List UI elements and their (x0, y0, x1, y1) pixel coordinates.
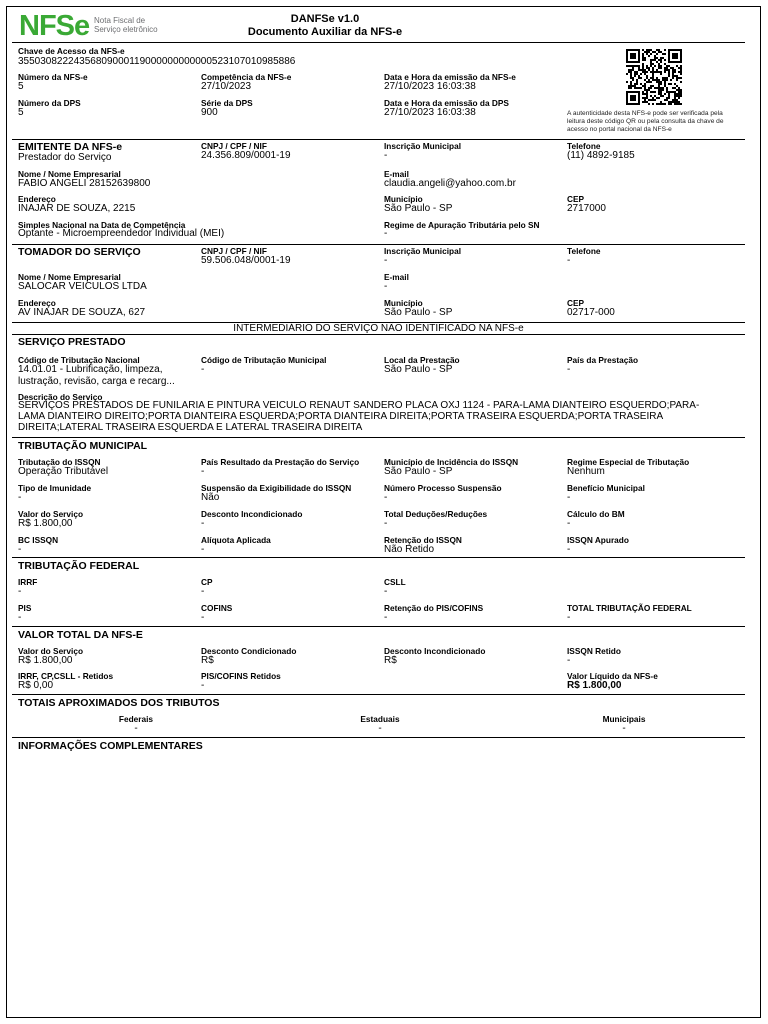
tomador-nome-value: SALOCAR VEICULOS LTDA (18, 281, 147, 292)
qr-note: A autenticidade desta NFS-e pode ser verificada pela leitura deste código QR ou pela consulta da chave de acesso no portal nacional da NFS-e (567, 110, 724, 133)
tomador-endereco-label: Endereço (18, 298, 56, 308)
beneficio-municipal-label: Benefício Municipal (567, 483, 645, 493)
totais-federais-label: Federais (118, 714, 154, 724)
emitente-cep-value: 2717000 (567, 203, 606, 214)
pais-prestacao-label: País da Prestação (567, 355, 639, 365)
emitente-email-label: E-mail (384, 169, 409, 179)
divider (12, 139, 745, 140)
regime-apuracao-label: Regime de Apuração Tributária pelo SN (384, 220, 540, 230)
nfse-logo-graphic (18, 8, 178, 42)
emissao-nfse-label: Data e Hora da emissão da NFS-e (384, 72, 516, 82)
tomador-cnpj-value: 59.506.048/0001-19 (201, 255, 291, 266)
emitente-nome-value: FABIO ANGELI 28152639800 (18, 178, 151, 189)
totais-federais-value: - (134, 723, 138, 734)
valor-servico-label: Valor do Serviço (18, 509, 84, 519)
issqn-retido-value: - (567, 655, 571, 666)
total-federal-label: TOTAL TRIBUTAÇÃO FEDERAL (567, 603, 692, 613)
chave-value: 35503082224356809000119000000000000523107010985886 (18, 56, 296, 67)
valor-servico-value: R$ 1.800,00 (18, 518, 73, 529)
beneficio-municipal-value: - (567, 492, 571, 503)
tomador-cep-label: CEP (567, 298, 585, 308)
simples-nacional-label: Simples Nacional na Data de Competência (18, 220, 186, 230)
serie-dps-value: 900 (201, 107, 218, 118)
emitente-role: Prestador do Serviço (18, 152, 112, 163)
irrf-value: - (18, 586, 22, 597)
totais-municipais-value: - (622, 723, 626, 734)
nfse-logo (18, 8, 178, 42)
qr-code-graphic (626, 49, 682, 105)
ctn-value-line1: 14.01.01 - Lubrificação, limpeza, (18, 364, 163, 375)
vt-valor-servico-value: R$ 1.800,00 (18, 655, 73, 666)
ctn-value-line2: lustração, revisão, carga e recarg... (18, 376, 175, 387)
ctm-label: Código de Tributação Municipal (201, 355, 327, 365)
issqn-apurado-value: - (567, 544, 571, 555)
tomador-endereco-value: AV INAJAR DE SOUZA, 627 (18, 307, 146, 318)
totais-estaduais-label: Estaduais (360, 714, 400, 724)
csll-label: CSLL (384, 577, 406, 587)
logo-subtitle-1: Nota Fiscal de (94, 16, 146, 25)
pis-cofins-retidos-label: PIS/COFINS Retidos (201, 671, 281, 681)
divider (12, 737, 745, 738)
ctm-value: - (201, 364, 205, 375)
vt-desconto-incondicionado-value: R$ (384, 655, 397, 666)
retencao-issqn-label: Retenção do ISSQN (384, 535, 462, 545)
irrf-cp-csll-retidos-label: IRRF, CP,CSLL - Retidos (18, 671, 114, 681)
cofins-value: - (201, 612, 205, 623)
trib-federal-section-title: TRIBUTAÇÃO FEDERAL (18, 560, 140, 572)
totais-estaduais-value: - (378, 723, 382, 734)
issqn-retido-label: ISSQN Retido (567, 646, 621, 656)
tomador-email-label: E-mail (384, 272, 409, 282)
aliquota-value: - (201, 544, 205, 555)
regime-especial-label: Regime Especial de Tributação (567, 457, 690, 467)
trib-municipal-section-title: TRIBUTAÇÃO MUNICIPAL (18, 440, 148, 452)
info-complementares-section-title: INFORMAÇÕES COMPLEMENTARES (18, 740, 203, 752)
numero-dps-value: 5 (18, 107, 24, 118)
suspensao-value: Não (201, 492, 220, 503)
irrf-label: IRRF (18, 577, 38, 587)
emitente-cnpj-label: CNPJ / CPF / NIF (201, 141, 267, 151)
valor-total-section-title: VALOR TOTAL DA NFS-E (18, 629, 143, 641)
servico-section-title: SERVIÇO PRESTADO (18, 336, 126, 348)
total-deducoes-value: - (384, 518, 388, 529)
tomador-section-title: TOMADOR DO SERVIÇO (18, 246, 141, 258)
logo-text: NFSe (19, 10, 90, 42)
numero-nfse-label: Número da NFS-e (18, 72, 88, 82)
pis-cofins-retidos-value: - (201, 680, 205, 691)
tomador-tel-label: Telefone (567, 246, 601, 256)
emitente-nome-label: Nome / Nome Empresarial (18, 169, 121, 179)
emissao-dps-label: Data e Hora da emissão da DPS (384, 98, 509, 108)
divider (12, 334, 745, 335)
regime-apuracao-value: - (384, 228, 388, 239)
doc-subtitle: Documento Auxiliar da NFS-e (247, 26, 403, 38)
tipo-imunidade-label: Tipo de Imunidade (18, 483, 92, 493)
pais-resultado-label: País Resultado da Prestação do Serviço (201, 457, 360, 467)
pis-label: PIS (18, 603, 32, 613)
retencao-pis-cofins-label: Retenção do PIS/COFINS (384, 603, 484, 613)
emitente-email-value: claudia.angeli@yahoo.com.br (384, 178, 516, 189)
tomador-municipio-label: Município (384, 298, 423, 308)
pis-value: - (18, 612, 22, 623)
vt-desconto-incondicionado-label: Desconto Incondicionado (384, 646, 486, 656)
numero-dps-label: Número da DPS (18, 98, 81, 108)
regime-especial-value: Nenhum (567, 466, 605, 477)
calculo-bm-value: - (567, 518, 571, 529)
competencia-value: 27/10/2023 (201, 81, 252, 92)
serie-dps-label: Série da DPS (201, 98, 253, 108)
calculo-bm-label: Cálculo do BM (567, 509, 625, 519)
desconto-incondicionado-value: - (201, 518, 205, 529)
retencao-pis-cofins-value: - (384, 612, 388, 623)
municipio-incidencia-label: Município de Incidência do ISSQN (384, 457, 519, 467)
divider (12, 694, 745, 695)
doc-title: DANFSe v1.0 (290, 13, 360, 25)
pais-prestacao-value: - (567, 364, 571, 375)
emitente-tel-label: Telefone (567, 141, 601, 151)
logo-subtitle-2: Serviço eletrônico (94, 25, 158, 34)
totais-municipais-label: Municipais (602, 714, 646, 724)
processo-suspensao-label: Número Processo Suspensão (384, 483, 502, 493)
ctn-label: Código de Tributação Nacional (18, 355, 140, 365)
municipio-incidencia-value: São Paulo - SP (384, 466, 453, 477)
qr-code (626, 49, 682, 105)
tipo-imunidade-value: - (18, 492, 22, 503)
desconto-condicionado-label: Desconto Condicionado (201, 646, 297, 656)
emitente-section-title: EMITENTE DA NFS-e (18, 141, 123, 153)
processo-suspensao-value: - (384, 492, 388, 503)
tomador-im-label: Inscrição Municipal (384, 246, 461, 256)
cofins-label: COFINS (201, 603, 233, 613)
desconto-condicionado-value: R$ (201, 655, 214, 666)
local-prestacao-value: São Paulo - SP (384, 364, 453, 375)
emitente-municipio-value: São Paulo - SP (384, 203, 453, 214)
emitente-tel-value: (11) 4892-9185 (567, 150, 635, 161)
simples-nacional-value: Optante - Microempreendedor Individual (MEI) (18, 228, 225, 239)
cp-value: - (201, 586, 205, 597)
chave-label: Chave de Acesso da NFS-e (18, 46, 125, 56)
divider (12, 437, 745, 438)
numero-nfse-value: 5 (18, 81, 24, 92)
divider (12, 244, 745, 245)
total-deducoes-label: Total Deduções/Reduções (384, 509, 488, 519)
competencia-label: Competência da NFS-e (201, 72, 292, 82)
bc-issqn-label: BC ISSQN (18, 535, 59, 545)
tomador-cep-value: 02717-000 (567, 307, 615, 318)
irrf-cp-csll-retidos-value: R$ 0,00 (18, 680, 54, 691)
pais-resultado-value: - (201, 466, 205, 477)
desconto-incondicionado-label: Desconto Incondicionado (201, 509, 303, 519)
descricao-label: Descrição do Serviço (18, 392, 103, 402)
emitente-cep-label: CEP (567, 194, 585, 204)
emitente-im-label: Inscrição Municipal (384, 141, 461, 151)
descricao-line3: DIREITA;LATERAL TRASEIRA ESQUERDA E LATERAL TRASEIRA DIREITA (18, 422, 363, 433)
emitente-endereco-label: Endereço (18, 194, 56, 204)
cp-label: CP (201, 577, 213, 587)
csll-value: - (384, 586, 388, 597)
bc-issqn-value: - (18, 544, 22, 555)
emissao-dps-value: 27/10/2023 16:03:38 (384, 107, 476, 118)
tomador-email-value: - (384, 281, 388, 292)
tomador-nome-label: Nome / Nome Empresarial (18, 272, 121, 282)
valor-liquido-value: R$ 1.800,00 (567, 680, 622, 691)
local-prestacao-label: Local da Prestação (384, 355, 460, 365)
emitente-municipio-label: Município (384, 194, 423, 204)
descricao-line1: SERVIÇOS PRESTADOS DE FUNILARIA E PINTURA VEICULO RENAUT SANDERO PLACA OXJ 1124 - PARA-LAMA DIANTEIRO ESQUERDO;PARA- (18, 400, 700, 411)
issqn-apurado-label: ISSQN Apurado (567, 535, 629, 545)
emissao-nfse-value: 27/10/2023 16:03:38 (384, 81, 476, 92)
vt-valor-servico-label: Valor do Serviço (18, 646, 84, 656)
descricao-line2: LAMA DIANTEIRO DIREITO;PORTA DIANTEIRA ESQUERDA;PORTA DIANTEIRA DIREITA;PORTA TRASEIRA ESQUERDA;PORTA TRASEIRA (18, 411, 664, 422)
tomador-im-value: - (384, 255, 388, 266)
trib-issqn-label: Tributação do ISSQN (18, 457, 101, 467)
valor-liquido-label: Valor Líquido da NFS-e (567, 671, 658, 681)
retencao-issqn-value: Não Retido (384, 544, 435, 555)
intermediario-notice: INTERMEDIÁRIO DO SERVIÇO NÃO IDENTIFICADO NA NFS-e (233, 323, 524, 334)
tomador-municipio-value: São Paulo - SP (384, 307, 453, 318)
divider (12, 626, 745, 627)
total-federal-value: - (567, 612, 571, 623)
emitente-endereco-value: INAJAR DE SOUZA, 2215 (18, 203, 136, 214)
aliquota-label: Alíquota Aplicada (201, 535, 271, 545)
totais-section-title: TOTAIS APROXIMADOS DOS TRIBUTOS (18, 697, 220, 709)
divider (12, 557, 745, 558)
emitente-im-value: - (384, 150, 388, 161)
suspensao-label: Suspensão da Exigibilidade do ISSQN (201, 483, 352, 493)
tomador-tel-value: - (567, 255, 571, 266)
divider (12, 42, 745, 43)
trib-issqn-value: Operação Tributável (18, 466, 109, 477)
tomador-cnpj-label: CNPJ / CPF / NIF (201, 246, 267, 256)
emitente-cnpj-value: 24.356.809/0001-19 (201, 150, 291, 161)
